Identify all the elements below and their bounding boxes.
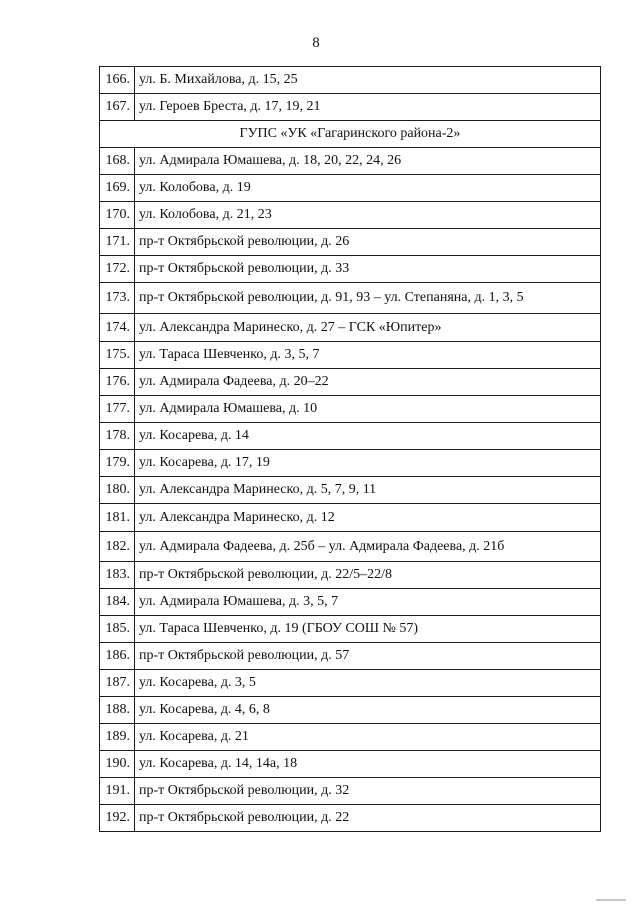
- table-row: [100, 643, 601, 670]
- row-address: ул. Колобова, д. 19: [135, 175, 601, 202]
- row-number: 179.: [100, 450, 135, 477]
- row-address: ул. Адмирала Юмашева, д. 3, 5, 7: [135, 589, 601, 616]
- row-number: 169.: [100, 175, 135, 202]
- row-address: пр-т Октябрьской революции, д. 57: [135, 643, 601, 670]
- table-row: [100, 314, 601, 342]
- row-number: 187.: [100, 670, 135, 697]
- row-address: ул. Косарева, д. 14: [135, 423, 601, 450]
- row-number: 174.: [100, 314, 135, 342]
- row-address: ул. Тараса Шевченко, д. 19 (ГБОУ СОШ № 57): [135, 616, 601, 643]
- row-number: 181.: [100, 504, 135, 532]
- row-number: 190.: [100, 751, 135, 778]
- row-address: пр-т Октябрьской революции, д. 33: [135, 256, 601, 283]
- row-address: ул. Адмирала Юмашева, д. 10: [135, 396, 601, 423]
- section-header-row: [100, 121, 601, 148]
- row-number: 188.: [100, 697, 135, 724]
- table-row: [100, 423, 601, 450]
- row-number: 189.: [100, 724, 135, 751]
- scan-artifact-mark: [596, 899, 626, 901]
- row-number: 166.: [100, 67, 135, 94]
- row-number: 170.: [100, 202, 135, 229]
- table-row: [100, 616, 601, 643]
- table-row: [100, 532, 601, 562]
- row-number: 177.: [100, 396, 135, 423]
- table-row: [100, 477, 601, 504]
- row-number: 172.: [100, 256, 135, 283]
- row-address: ул. Александра Маринеско, д. 5, 7, 9, 11: [135, 477, 601, 504]
- row-address: пр-т Октябрьской революции, д. 22: [135, 805, 601, 832]
- row-address: ул. Косарева, д. 21: [135, 724, 601, 751]
- row-address: ул. Косарева, д. 3, 5: [135, 670, 601, 697]
- row-number: 180.: [100, 477, 135, 504]
- row-address: ул. Александра Маринеско, д. 27 – ГСК «Юпитер»: [135, 314, 601, 342]
- table-row: [100, 369, 601, 396]
- section-header-text: ГУПС «УК «Гагаринского района-2»: [100, 121, 601, 148]
- row-number: 183.: [100, 562, 135, 589]
- row-address: ул. Адмирала Фадеева, д. 20–22: [135, 369, 601, 396]
- row-address: ул. Героев Бреста, д. 17, 19, 21: [135, 94, 601, 121]
- table-row: [100, 175, 601, 202]
- row-address: пр-т Октябрьской революции, д. 32: [135, 778, 601, 805]
- row-address: пр-т Октябрьской революции, д. 22/5–22/8: [135, 562, 601, 589]
- row-number: 173.: [100, 283, 135, 314]
- row-address: ул. Косарева, д. 4, 6, 8: [135, 697, 601, 724]
- table-row: [100, 670, 601, 697]
- row-address: пр-т Октябрьской революции, д. 91, 93 – ул. Степаняна, д. 1, 3, 5: [135, 283, 601, 314]
- row-address: ул. Адмирала Юмашева, д. 18, 20, 22, 24, 26: [135, 148, 601, 175]
- row-number: 167.: [100, 94, 135, 121]
- row-number: 178.: [100, 423, 135, 450]
- row-address: ул. Адмирала Фадеева, д. 25б – ул. Адмирала Фадеева, д. 21б: [135, 532, 601, 562]
- table-row: [100, 202, 601, 229]
- row-address: ул. Тараса Шевченко, д. 3, 5, 7: [135, 342, 601, 369]
- row-number: 175.: [100, 342, 135, 369]
- table-row: [100, 342, 601, 369]
- row-number: 185.: [100, 616, 135, 643]
- row-address: ул. Александра Маринеско, д. 12: [135, 504, 601, 532]
- table-row: [100, 589, 601, 616]
- table-row: [100, 94, 601, 121]
- row-number: 192.: [100, 805, 135, 832]
- row-number: 184.: [100, 589, 135, 616]
- table-row: [100, 778, 601, 805]
- row-address: ул. Косарева, д. 14, 14а, 18: [135, 751, 601, 778]
- table-row: [100, 805, 601, 832]
- row-number: 191.: [100, 778, 135, 805]
- row-address: ул. Косарева, д. 17, 19: [135, 450, 601, 477]
- row-number: 186.: [100, 643, 135, 670]
- table-row: [100, 751, 601, 778]
- table-row: [100, 283, 601, 314]
- table-row: [100, 256, 601, 283]
- row-number: 171.: [100, 229, 135, 256]
- row-number: 176.: [100, 369, 135, 396]
- table-row: [100, 697, 601, 724]
- address-table: [99, 66, 601, 832]
- table-row: [100, 148, 601, 175]
- table-row: [100, 504, 601, 532]
- page-number: 8: [312, 35, 320, 51]
- table-row: [100, 450, 601, 477]
- table-row: [100, 562, 601, 589]
- table-row: [100, 67, 601, 94]
- table-row: [100, 396, 601, 423]
- table-row: [100, 229, 601, 256]
- row-number: 168.: [100, 148, 135, 175]
- address-table-body: [100, 67, 601, 832]
- row-address: ул. Колобова, д. 21, 23: [135, 202, 601, 229]
- table-row: [100, 724, 601, 751]
- row-number: 182.: [100, 532, 135, 562]
- row-address: пр-т Октябрьской революции, д. 26: [135, 229, 601, 256]
- row-address: ул. Б. Михайлова, д. 15, 25: [135, 67, 601, 94]
